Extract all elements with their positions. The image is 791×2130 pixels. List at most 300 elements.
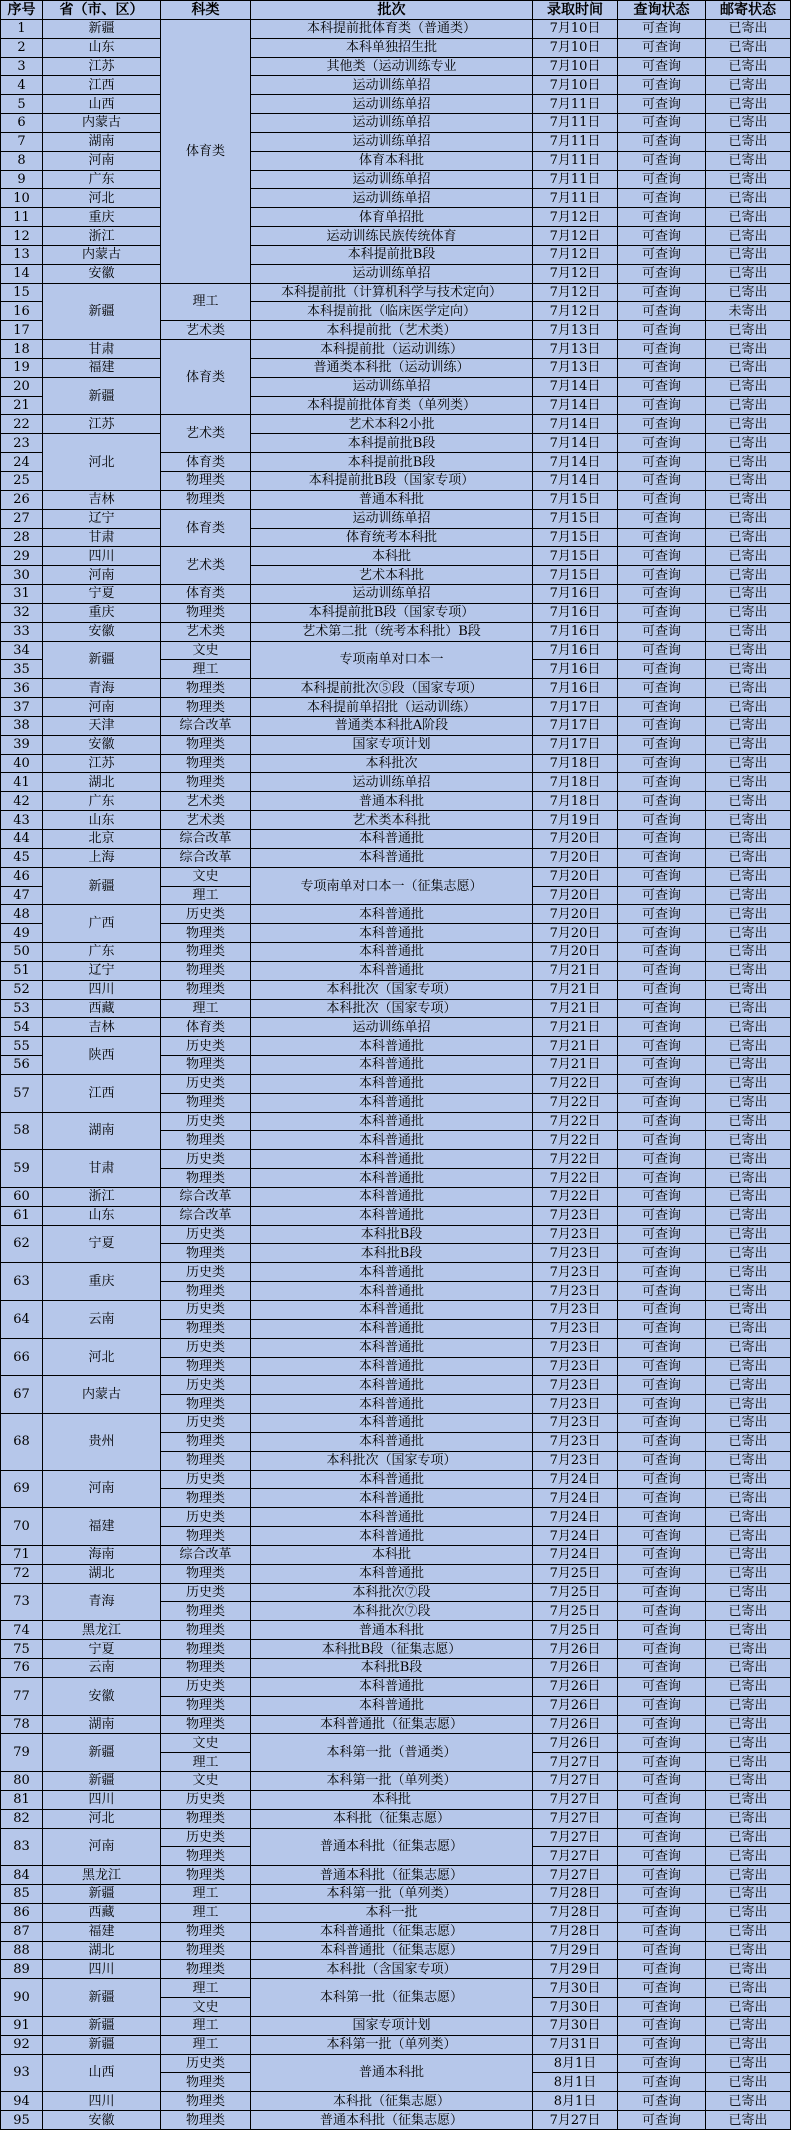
cell-category: 历史类 [161, 1113, 251, 1132]
cell-seq: 69 [1, 1471, 43, 1509]
cell-admission-date: 7月26日 [533, 1697, 618, 1716]
cell-seq: 48 [1, 905, 43, 924]
cell-seq: 76 [1, 1659, 43, 1678]
cell-query-status: 可查询 [618, 1358, 706, 1377]
cell-query-status: 可查询 [618, 1753, 706, 1772]
cell-category: 历史类 [161, 1414, 251, 1433]
cell-province: 四川 [43, 2092, 161, 2111]
cell-admission-date: 7月10日 [533, 20, 618, 39]
cell-admission-date: 7月22日 [533, 1169, 618, 1188]
cell-batch: 本科提前批体育类（单列类） [251, 397, 533, 416]
cell-query-status: 可查询 [618, 1471, 706, 1490]
cell-province: 西藏 [43, 1000, 161, 1019]
cell-seq: 17 [1, 321, 43, 340]
cell-batch: 艺术类本科批 [251, 811, 533, 830]
cell-seq: 43 [1, 811, 43, 830]
cell-province: 河北 [43, 434, 161, 491]
cell-category: 综合改革 [161, 830, 251, 849]
cell-admission-date: 7月26日 [533, 1640, 618, 1659]
cell-batch: 本科批次⑦段 [251, 1602, 533, 1621]
cell-category: 物理类 [161, 1244, 251, 1263]
cell-province: 云南 [43, 1659, 161, 1678]
cell-mail-status: 已寄出 [706, 585, 791, 604]
cell-admission-date: 7月21日 [533, 1056, 618, 1075]
cell-admission-date: 7月27日 [533, 1791, 618, 1810]
cell-batch: 本科第一批（单列类） [251, 1885, 533, 1904]
cell-query-status: 可查询 [618, 1979, 706, 1998]
cell-province: 湖南 [43, 1113, 161, 1151]
cell-query-status: 可查询 [618, 905, 706, 924]
cell-batch: 本科批B段 [251, 1659, 533, 1678]
cell-category: 物理类 [161, 491, 251, 510]
cell-seq: 34 [1, 642, 43, 661]
cell-query-status: 可查询 [618, 811, 706, 830]
cell-category: 物理类 [161, 1960, 251, 1979]
cell-batch: 本科批次⑦段 [251, 1584, 533, 1603]
cell-seq: 28 [1, 529, 43, 548]
cell-province: 天津 [43, 717, 161, 736]
cell-seq: 82 [1, 1810, 43, 1829]
cell-province: 新疆 [43, 20, 161, 39]
cell-mail-status: 已寄出 [706, 1527, 791, 1546]
cell-admission-date: 7月27日 [533, 1866, 618, 1885]
cell-admission-date: 7月20日 [533, 849, 618, 868]
cell-admission-date: 7月21日 [533, 962, 618, 981]
cell-admission-date: 7月31日 [533, 2036, 618, 2055]
cell-seq: 83 [1, 1829, 43, 1867]
cell-batch: 本科普通批 [251, 1320, 533, 1339]
cell-query-status: 可查询 [618, 2092, 706, 2111]
cell-admission-date: 7月20日 [533, 905, 618, 924]
cell-seq: 55 [1, 1037, 43, 1056]
cell-query-status: 可查询 [618, 340, 706, 359]
cell-query-status: 可查询 [618, 321, 706, 340]
cell-category: 物理类 [161, 1094, 251, 1113]
cell-province: 甘肃 [43, 1150, 161, 1188]
cell-category: 文史 [161, 642, 251, 661]
cell-admission-date: 7月28日 [533, 1885, 618, 1904]
cell-category: 物理类 [161, 1810, 251, 1829]
cell-query-status: 可查询 [618, 1263, 706, 1282]
cell-batch: 本科普通批 [251, 1188, 533, 1207]
cell-category: 艺术类 [161, 547, 251, 585]
cell-mail-status: 已寄出 [706, 1489, 791, 1508]
cell-batch: 本科普通批 [251, 1489, 533, 1508]
cell-batch: 本科提前单招批（运动训练） [251, 698, 533, 717]
cell-query-status: 可查询 [618, 1150, 706, 1169]
cell-category: 物理类 [161, 1716, 251, 1735]
cell-seq: 91 [1, 2017, 43, 2036]
cell-mail-status: 已寄出 [706, 905, 791, 924]
cell-seq: 62 [1, 1226, 43, 1264]
header-batch: 批次 [251, 1, 533, 20]
cell-admission-date: 7月23日 [533, 1226, 618, 1245]
cell-mail-status: 已寄出 [706, 887, 791, 906]
cell-category: 物理类 [161, 2111, 251, 2130]
cell-admission-date: 7月30日 [533, 2017, 618, 2036]
cell-admission-date: 7月30日 [533, 1998, 618, 2017]
cell-query-status: 可查询 [618, 246, 706, 265]
cell-seq: 21 [1, 397, 43, 416]
cell-province: 福建 [43, 359, 161, 378]
cell-mail-status: 已寄出 [706, 1847, 791, 1866]
cell-query-status: 可查询 [618, 1678, 706, 1697]
cell-admission-date: 7月20日 [533, 887, 618, 906]
cell-admission-date: 7月13日 [533, 359, 618, 378]
cell-province: 山东 [43, 1207, 161, 1226]
cell-query-status: 可查询 [618, 1094, 706, 1113]
cell-admission-date: 7月18日 [533, 755, 618, 774]
cell-category: 物理类 [161, 2092, 251, 2111]
cell-query-status: 可查询 [618, 1037, 706, 1056]
cell-seq: 92 [1, 2036, 43, 2055]
cell-batch: 本科批次（国家专项） [251, 1452, 533, 1471]
cell-seq: 10 [1, 189, 43, 208]
cell-admission-date: 7月23日 [533, 1244, 618, 1263]
cell-batch: 本科普通批 [251, 924, 533, 943]
cell-category: 物理类 [161, 981, 251, 1000]
cell-province: 宁夏 [43, 585, 161, 604]
cell-province: 新疆 [43, 1734, 161, 1772]
cell-mail-status: 已寄出 [706, 1301, 791, 1320]
cell-batch: 本科批B段（征集志愿） [251, 1640, 533, 1659]
cell-category: 物理类 [161, 1640, 251, 1659]
cell-mail-status: 已寄出 [706, 453, 791, 472]
cell-seq: 84 [1, 1866, 43, 1885]
cell-admission-date: 8月1日 [533, 2073, 618, 2092]
cell-province: 内蒙古 [43, 1376, 161, 1414]
cell-seq: 3 [1, 58, 43, 77]
cell-mail-status: 已寄出 [706, 227, 791, 246]
cell-province: 河南 [43, 566, 161, 585]
cell-province: 北京 [43, 830, 161, 849]
cell-query-status: 可查询 [618, 962, 706, 981]
cell-batch: 本科普通批 [251, 1414, 533, 1433]
cell-admission-date: 7月23日 [533, 1207, 618, 1226]
cell-batch: 本科普通批 [251, 1113, 533, 1132]
cell-mail-status: 已寄出 [706, 660, 791, 679]
cell-category: 物理类 [161, 1602, 251, 1621]
cell-admission-date: 7月15日 [533, 547, 618, 566]
cell-admission-date: 7月18日 [533, 792, 618, 811]
cell-batch: 本科普通批 [251, 1263, 533, 1282]
cell-batch: 本科普通批 [251, 1527, 533, 1546]
cell-admission-date: 7月10日 [533, 39, 618, 58]
cell-batch: 体育统考本科批 [251, 529, 533, 548]
cell-mail-status: 已寄出 [706, 39, 791, 58]
cell-category: 物理类 [161, 924, 251, 943]
cell-batch: 普通本科批 [251, 792, 533, 811]
cell-category: 体育类 [161, 340, 251, 415]
cell-admission-date: 7月16日 [533, 660, 618, 679]
cell-category: 物理类 [161, 1358, 251, 1377]
cell-seq: 71 [1, 1546, 43, 1565]
cell-admission-date: 7月15日 [533, 529, 618, 548]
cell-query-status: 可查询 [618, 642, 706, 661]
cell-admission-date: 7月23日 [533, 1414, 618, 1433]
cell-mail-status: 已寄出 [706, 378, 791, 397]
cell-category: 体育类 [161, 585, 251, 604]
cell-mail-status: 已寄出 [706, 1621, 791, 1640]
cell-province: 新疆 [43, 284, 161, 341]
cell-batch: 专项南单对口本一（征集志愿） [251, 868, 533, 906]
cell-admission-date: 7月24日 [533, 1527, 618, 1546]
header-seq: 序号 [1, 1, 43, 20]
cell-batch: 本科普通批 [251, 1678, 533, 1697]
cell-category: 历史类 [161, 1584, 251, 1603]
cell-province: 湖南 [43, 1716, 161, 1735]
cell-batch: 本科批（含国家专项） [251, 1960, 533, 1979]
cell-batch: 本科普通批 [251, 1339, 533, 1358]
header-province: 省（市、区） [43, 1, 161, 20]
cell-batch: 本科普通批 [251, 1471, 533, 1490]
cell-province: 四川 [43, 1791, 161, 1810]
cell-seq: 8 [1, 152, 43, 171]
cell-mail-status: 已寄出 [706, 1565, 791, 1584]
cell-query-status: 可查询 [618, 1339, 706, 1358]
cell-seq: 53 [1, 1000, 43, 1019]
cell-batch: 本科批 [251, 547, 533, 566]
cell-admission-date: 7月22日 [533, 1131, 618, 1150]
cell-mail-status: 已寄出 [706, 284, 791, 303]
cell-category: 历史类 [161, 1226, 251, 1245]
cell-seq: 11 [1, 208, 43, 227]
cell-admission-date: 7月21日 [533, 981, 618, 1000]
cell-batch: 艺术第二批（统考本科批）B段 [251, 623, 533, 642]
cell-mail-status: 已寄出 [706, 1753, 791, 1772]
cell-batch: 运动训练单招 [251, 171, 533, 190]
cell-batch: 运动训练单招 [251, 510, 533, 529]
cell-mail-status: 已寄出 [706, 962, 791, 981]
cell-province: 青海 [43, 679, 161, 698]
cell-mail-status: 已寄出 [706, 1395, 791, 1414]
cell-mail-status: 已寄出 [706, 171, 791, 190]
cell-mail-status: 已寄出 [706, 1282, 791, 1301]
cell-query-status: 可查询 [618, 1998, 706, 2017]
cell-admission-date: 7月27日 [533, 2111, 618, 2130]
cell-admission-date: 7月26日 [533, 1734, 618, 1753]
cell-category: 历史类 [161, 905, 251, 924]
cell-category: 物理类 [161, 1452, 251, 1471]
cell-province: 吉林 [43, 1018, 161, 1037]
cell-query-status: 可查询 [618, 2036, 706, 2055]
cell-province: 陕西 [43, 1037, 161, 1075]
cell-category: 物理类 [161, 1621, 251, 1640]
cell-mail-status: 已寄出 [706, 246, 791, 265]
cell-seq: 12 [1, 227, 43, 246]
cell-province: 浙江 [43, 227, 161, 246]
cell-mail-status: 已寄出 [706, 1339, 791, 1358]
cell-province: 黑龙江 [43, 1621, 161, 1640]
cell-query-status: 可查询 [618, 1659, 706, 1678]
cell-seq: 35 [1, 660, 43, 679]
cell-batch: 国家专项计划 [251, 2017, 533, 2036]
cell-admission-date: 7月11日 [533, 171, 618, 190]
cell-mail-status: 已寄出 [706, 1320, 791, 1339]
cell-seq: 75 [1, 1640, 43, 1659]
cell-province: 山西 [43, 2055, 161, 2093]
cell-mail-status: 已寄出 [706, 1885, 791, 1904]
cell-admission-date: 7月22日 [533, 1113, 618, 1132]
cell-seq: 31 [1, 585, 43, 604]
cell-seq: 39 [1, 736, 43, 755]
cell-batch: 本科批（征集志愿） [251, 2092, 533, 2111]
cell-seq: 73 [1, 1584, 43, 1622]
cell-admission-date: 7月15日 [533, 491, 618, 510]
cell-query-status: 可查询 [618, 359, 706, 378]
cell-admission-date: 7月13日 [533, 340, 618, 359]
cell-admission-date: 7月14日 [533, 378, 618, 397]
cell-batch: 专项南单对口本一 [251, 642, 533, 680]
cell-seq: 26 [1, 491, 43, 510]
cell-mail-status: 已寄出 [706, 679, 791, 698]
cell-batch: 本科普通批 [251, 1169, 533, 1188]
cell-province: 福建 [43, 1923, 161, 1942]
cell-mail-status: 已寄出 [706, 529, 791, 548]
cell-batch: 本科第一批（单列类） [251, 2036, 533, 2055]
cell-category: 物理类 [161, 962, 251, 981]
cell-batch: 本科普通批 [251, 1376, 533, 1395]
cell-category: 文史 [161, 868, 251, 887]
cell-seq: 86 [1, 1904, 43, 1923]
cell-batch: 本科提前批（临床医学定向） [251, 302, 533, 321]
cell-batch: 运动训练单招 [251, 114, 533, 133]
cell-seq: 70 [1, 1508, 43, 1546]
cell-query-status: 可查询 [618, 2017, 706, 2036]
cell-admission-date: 7月30日 [533, 1979, 618, 1998]
cell-admission-date: 7月28日 [533, 1923, 618, 1942]
cell-admission-date: 7月20日 [533, 943, 618, 962]
cell-category: 艺术类 [161, 321, 251, 340]
cell-mail-status: 已寄出 [706, 1037, 791, 1056]
cell-admission-date: 7月27日 [533, 1810, 618, 1829]
cell-query-status: 可查询 [618, 434, 706, 453]
cell-category: 理工 [161, 2017, 251, 2036]
cell-query-status: 可查询 [618, 1226, 706, 1245]
header-admission-date: 录取时间 [533, 1, 618, 20]
cell-province: 河南 [43, 152, 161, 171]
cell-query-status: 可查询 [618, 1113, 706, 1132]
cell-admission-date: 7月22日 [533, 1188, 618, 1207]
cell-query-status: 可查询 [618, 1716, 706, 1735]
cell-mail-status: 已寄出 [706, 95, 791, 114]
cell-province: 广东 [43, 943, 161, 962]
cell-query-status: 可查询 [618, 566, 706, 585]
cell-batch: 本科普通批 [251, 1150, 533, 1169]
cell-seq: 41 [1, 773, 43, 792]
cell-province: 福建 [43, 1508, 161, 1546]
cell-batch: 本科普通批 [251, 962, 533, 981]
cell-query-status: 可查询 [618, 491, 706, 510]
cell-province: 新疆 [43, 1885, 161, 1904]
cell-batch: 普通类本科批（运动训练） [251, 359, 533, 378]
cell-mail-status: 已寄出 [706, 1546, 791, 1565]
cell-admission-date: 7月24日 [533, 1489, 618, 1508]
cell-province: 宁夏 [43, 1640, 161, 1659]
cell-batch: 本科单独招生批 [251, 39, 533, 58]
cell-batch: 本科普通批 [251, 943, 533, 962]
cell-province: 江苏 [43, 58, 161, 77]
cell-mail-status: 已寄出 [706, 434, 791, 453]
cell-admission-date: 7月23日 [533, 1358, 618, 1377]
cell-mail-status: 已寄出 [706, 981, 791, 1000]
cell-query-status: 可查询 [618, 510, 706, 529]
cell-query-status: 可查询 [618, 227, 706, 246]
cell-category: 历史类 [161, 1376, 251, 1395]
cell-batch: 运动训练单招 [251, 1018, 533, 1037]
cell-query-status: 可查询 [618, 1244, 706, 1263]
cell-province: 吉林 [43, 491, 161, 510]
cell-mail-status: 已寄出 [706, 623, 791, 642]
cell-seq: 61 [1, 1207, 43, 1226]
cell-category: 历史类 [161, 1508, 251, 1527]
cell-province: 四川 [43, 981, 161, 1000]
cell-mail-status: 已寄出 [706, 359, 791, 378]
cell-admission-date: 7月26日 [533, 1678, 618, 1697]
cell-mail-status: 未寄出 [706, 302, 791, 321]
cell-batch: 其他类（运动训练专业 [251, 58, 533, 77]
cell-admission-date: 7月23日 [533, 1395, 618, 1414]
cell-category: 综合改革 [161, 1188, 251, 1207]
cell-province: 黑龙江 [43, 1866, 161, 1885]
cell-category: 体育类 [161, 453, 251, 472]
cell-province: 河北 [43, 1339, 161, 1377]
cell-query-status: 可查询 [618, 604, 706, 623]
cell-batch: 运动训练单招 [251, 76, 533, 95]
cell-admission-date: 7月27日 [533, 1772, 618, 1791]
cell-seq: 20 [1, 378, 43, 397]
cell-query-status: 可查询 [618, 265, 706, 284]
cell-admission-date: 7月21日 [533, 1000, 618, 1019]
cell-category: 艺术类 [161, 623, 251, 642]
cell-province: 江西 [43, 1075, 161, 1113]
cell-mail-status: 已寄出 [706, 1734, 791, 1753]
cell-admission-date: 7月11日 [533, 95, 618, 114]
cell-batch: 本科普通批 [251, 1282, 533, 1301]
cell-province: 新疆 [43, 1772, 161, 1791]
cell-admission-date: 7月23日 [533, 1433, 618, 1452]
cell-seq: 72 [1, 1565, 43, 1584]
cell-admission-date: 7月26日 [533, 1659, 618, 1678]
cell-mail-status: 已寄出 [706, 1188, 791, 1207]
cell-batch: 本科提前批B段（国家专项） [251, 604, 533, 623]
cell-admission-date: 7月25日 [533, 1565, 618, 1584]
cell-mail-status: 已寄出 [706, 1508, 791, 1527]
cell-mail-status: 已寄出 [706, 1452, 791, 1471]
cell-query-status: 可查询 [618, 868, 706, 887]
cell-category: 理工 [161, 2036, 251, 2055]
cell-category: 体育类 [161, 510, 251, 548]
cell-query-status: 可查询 [618, 547, 706, 566]
cell-batch: 本科普通批 [251, 905, 533, 924]
cell-seq: 52 [1, 981, 43, 1000]
cell-category: 物理类 [161, 755, 251, 774]
cell-admission-date: 8月1日 [533, 2055, 618, 2074]
cell-category: 物理类 [161, 1697, 251, 1716]
cell-query-status: 可查询 [618, 1527, 706, 1546]
cell-mail-status: 已寄出 [706, 340, 791, 359]
cell-query-status: 可查询 [618, 1452, 706, 1471]
cell-seq: 38 [1, 717, 43, 736]
cell-batch: 普通类本科批A阶段 [251, 717, 533, 736]
cell-batch: 本科第一批（普通类） [251, 1734, 533, 1772]
cell-admission-date: 7月12日 [533, 246, 618, 265]
cell-query-status: 可查询 [618, 2073, 706, 2092]
cell-mail-status: 已寄出 [706, 1866, 791, 1885]
cell-query-status: 可查询 [618, 1697, 706, 1716]
cell-query-status: 可查询 [618, 755, 706, 774]
cell-seq: 45 [1, 849, 43, 868]
